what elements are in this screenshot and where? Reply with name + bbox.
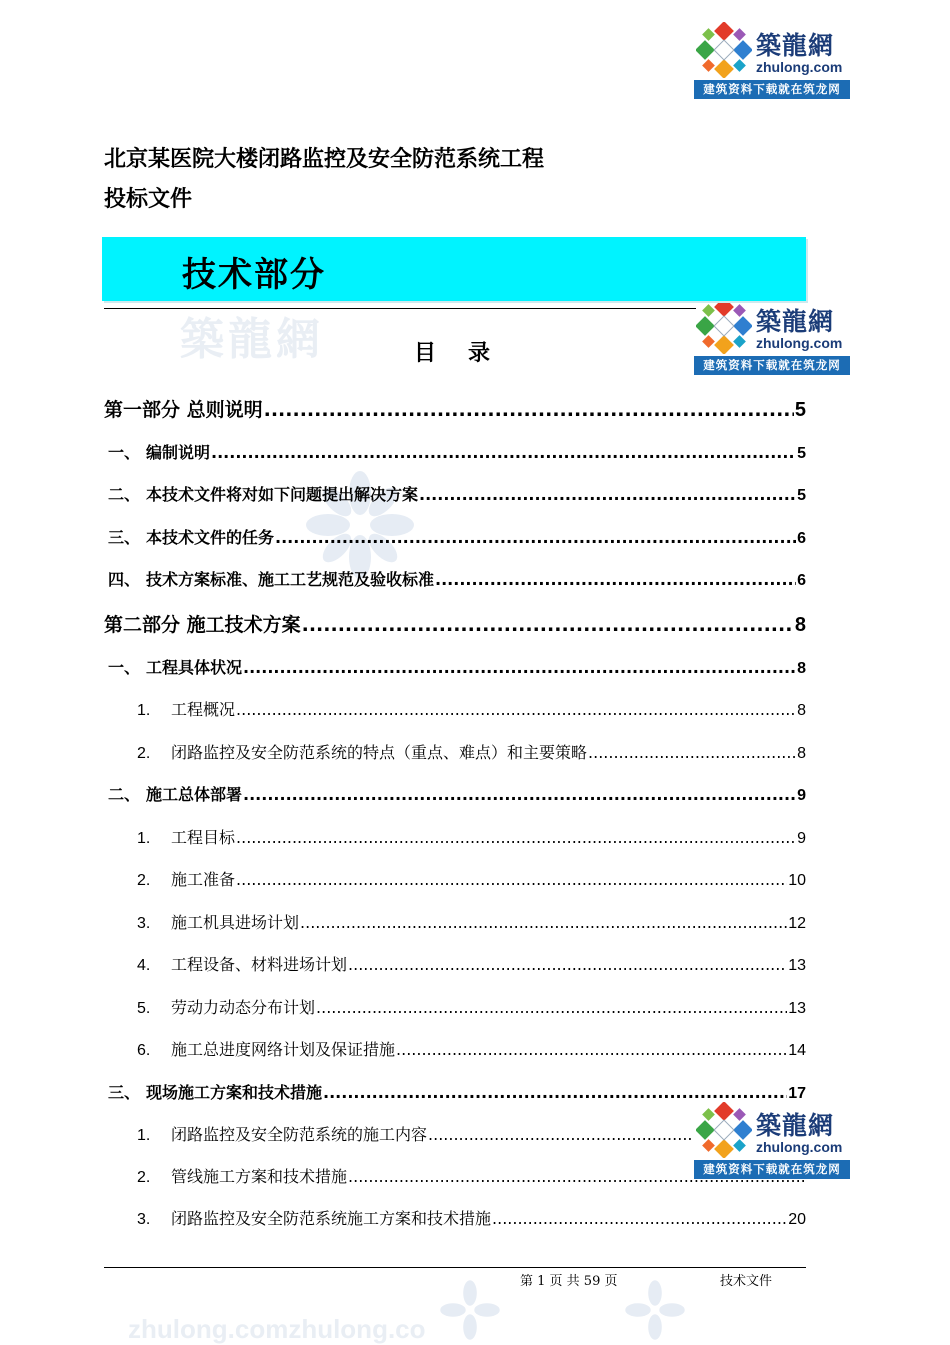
- toc-leader-dots: [492, 1209, 787, 1228]
- watermark-domain: zhulong.comzhulong.co: [128, 1314, 426, 1344]
- toc-leader-dots: [236, 700, 796, 719]
- divider: [104, 308, 696, 309]
- toc-entry-page: 13: [788, 1000, 806, 1017]
- toc-leader-dots: [316, 998, 787, 1017]
- logo-domain: zhulong.com: [756, 59, 843, 75]
- toc-leader-dots: [275, 528, 796, 547]
- toc-entry-title: 现场施工方案和技术措施: [146, 1083, 323, 1102]
- toc-entry-number: 2.: [137, 1169, 151, 1186]
- toc-heading-left: 目: [414, 341, 439, 366]
- logo-slogan: 建筑资料下载就在筑龙网: [694, 80, 850, 99]
- toc-entry-page: 8: [797, 745, 806, 762]
- zhulong-logo: [694, 22, 850, 100]
- toc-leader-dots: [264, 399, 794, 421]
- toc-heading: [414, 336, 492, 367]
- toc-entry-title: 工程概况: [171, 700, 236, 719]
- toc-entry-number: 3.: [137, 1211, 151, 1228]
- toc-entry-page: 6: [797, 530, 806, 547]
- toc-entry-title: 工程目标: [171, 828, 236, 847]
- toc-entry-number: 二、: [108, 485, 141, 504]
- document-subtitle: 投标文件: [104, 187, 193, 212]
- toc-entry-title: 本技术文件的任务: [146, 528, 275, 547]
- zhulong-flower-icon: [696, 22, 752, 78]
- toc-entry-page: 9: [797, 787, 806, 804]
- toc-entry-page: 14: [788, 1042, 806, 1059]
- toc-leader-dots: [348, 955, 787, 974]
- toc-entry-page: 9: [797, 830, 806, 847]
- toc-entry-title: 第一部分 总则说明: [104, 399, 263, 421]
- toc-leader-dots: [236, 870, 787, 889]
- toc-entry-page: 5: [794, 399, 806, 421]
- zhulong-logo: [694, 298, 850, 376]
- toc-entry-number: 三、: [108, 528, 141, 547]
- logo-name: 築龍網: [756, 31, 835, 60]
- toc-entry[interactable]: [108, 782, 806, 805]
- toc-entry[interactable]: [108, 525, 806, 548]
- toc-entry[interactable]: [108, 1080, 806, 1103]
- toc-entry-number: 一、: [108, 658, 141, 677]
- toc-entry-title: 施工总体部署: [146, 785, 243, 804]
- toc-entry[interactable]: [137, 740, 806, 763]
- toc-entry[interactable]: [137, 1206, 806, 1229]
- toc-entry[interactable]: [137, 825, 806, 848]
- toc-entry[interactable]: [108, 482, 806, 505]
- toc-leader-dots: [243, 658, 796, 677]
- toc-entry[interactable]: [137, 1037, 806, 1060]
- toc-entry[interactable]: [137, 910, 806, 933]
- logo-slogan: 建筑资料下载就在筑龙网: [694, 356, 850, 375]
- toc-entry-number: 6.: [137, 1042, 151, 1059]
- toc-entry-number: 1.: [137, 1127, 151, 1144]
- logo-domain: zhulong.com: [756, 335, 843, 351]
- toc-entry-page: 8: [797, 702, 806, 719]
- toc-entry-page: 20: [788, 1211, 806, 1228]
- footer-divider: [104, 1267, 806, 1268]
- logo-name: 築龍網: [756, 307, 835, 336]
- toc-entry-title: 工程设备、材料进场计划: [171, 955, 348, 974]
- toc-entry-title: 施工准备: [171, 870, 236, 889]
- toc-entry-number: 二、: [108, 785, 141, 804]
- toc-entry[interactable]: [104, 610, 806, 637]
- logo-name: 築龍網: [756, 1111, 835, 1140]
- toc-entry-page: 12: [788, 915, 806, 932]
- toc-entry-page: 5: [797, 445, 806, 462]
- toc-entry[interactable]: [137, 697, 806, 720]
- toc-leader-dots: [396, 1040, 787, 1059]
- toc-entry[interactable]: [108, 567, 806, 590]
- toc-entry-page: 8: [797, 660, 806, 677]
- footer-page-info: 第 1 页 共 59 页: [520, 1274, 618, 1289]
- toc-entry-title: 管线施工方案和技术措施: [171, 1167, 348, 1186]
- toc-entry-title: 施工总进度网络计划及保证措施: [171, 1040, 396, 1059]
- toc-entry-number: 2.: [137, 872, 151, 889]
- document-title: 北京某医院大楼闭路监控及安全防范系统工程: [104, 147, 545, 172]
- toc-entry-title: 技术方案标准、施工工艺规范及验收标准: [146, 570, 435, 589]
- toc-entry-number: 一、: [108, 443, 141, 462]
- toc-leader-dots: [419, 485, 796, 504]
- toc-entry-page: 6: [797, 572, 806, 589]
- logo-domain: zhulong.com: [756, 1139, 843, 1155]
- toc-entry-number: 2.: [137, 745, 151, 762]
- section-banner: [102, 237, 806, 301]
- toc-entry[interactable]: [104, 395, 806, 422]
- zhulong-flower-icon: [696, 298, 752, 354]
- toc-entry-title: 第二部分 施工技术方案: [104, 614, 301, 636]
- toc-leader-dots: [211, 443, 796, 462]
- toc-entry-title: 劳动力动态分布计划: [171, 998, 316, 1017]
- toc-entry-number: 四、: [108, 570, 141, 589]
- toc-entry-title: 编制说明: [146, 443, 211, 462]
- footer-label: 技术文件: [720, 1274, 773, 1289]
- toc-leader-dots: [588, 743, 796, 762]
- toc-entry[interactable]: [108, 440, 806, 463]
- toc-entry[interactable]: [137, 995, 806, 1018]
- zhulong-flower-icon: [696, 1102, 752, 1158]
- watermark-snowflake-icon: [430, 1276, 510, 1344]
- toc-entry-page: 5: [797, 487, 806, 504]
- toc-leader-dots: [435, 570, 796, 589]
- toc-entry-number: 1.: [137, 702, 151, 719]
- toc-entry-title: 工程具体状况: [146, 658, 243, 677]
- toc-entry[interactable]: [137, 952, 806, 975]
- toc-leader-dots: [300, 913, 787, 932]
- toc-entry[interactable]: [108, 655, 806, 678]
- toc-leader-dots: [236, 828, 796, 847]
- toc-leader-dots: [243, 785, 796, 804]
- toc-entry-number: 3.: [137, 915, 151, 932]
- toc-entry-page: 8: [794, 614, 806, 636]
- toc-entry-page: 10: [788, 872, 806, 889]
- toc-entry-title: 本技术文件将对如下问题提出解决方案: [146, 485, 419, 504]
- toc-entry[interactable]: [137, 867, 806, 890]
- toc-entry-title: 闭路监控及安全防范系统施工方案和技术措施: [171, 1209, 492, 1228]
- toc-entry-number: 4.: [137, 957, 151, 974]
- logo-slogan: 建筑资料下载就在筑龙网: [694, 1160, 850, 1179]
- toc-heading-right: 录: [468, 341, 493, 366]
- watermark-snowflake-icon: [615, 1276, 695, 1344]
- watermark-text: 築龍網: [180, 314, 324, 365]
- toc-entry-title: 闭路监控及安全防范系统的施工内容: [171, 1125, 428, 1144]
- toc-entry-title: 施工机具进场计划: [171, 913, 300, 932]
- toc-entry-title: 闭路监控及安全防范系统的特点（重点、难点）和主要策略: [171, 743, 588, 762]
- toc-entry-page: 17: [788, 1085, 806, 1102]
- toc-entry-page: 13: [788, 957, 806, 974]
- banner-label: 技术部分: [182, 255, 326, 295]
- toc-entry-number: 1.: [137, 830, 151, 847]
- zhulong-logo: [694, 1102, 850, 1180]
- toc-entry-number: 5.: [137, 1000, 151, 1017]
- toc-leader-dots: [323, 1083, 787, 1102]
- toc-leader-dots: [302, 614, 794, 636]
- toc-entry-number: 三、: [108, 1083, 141, 1102]
